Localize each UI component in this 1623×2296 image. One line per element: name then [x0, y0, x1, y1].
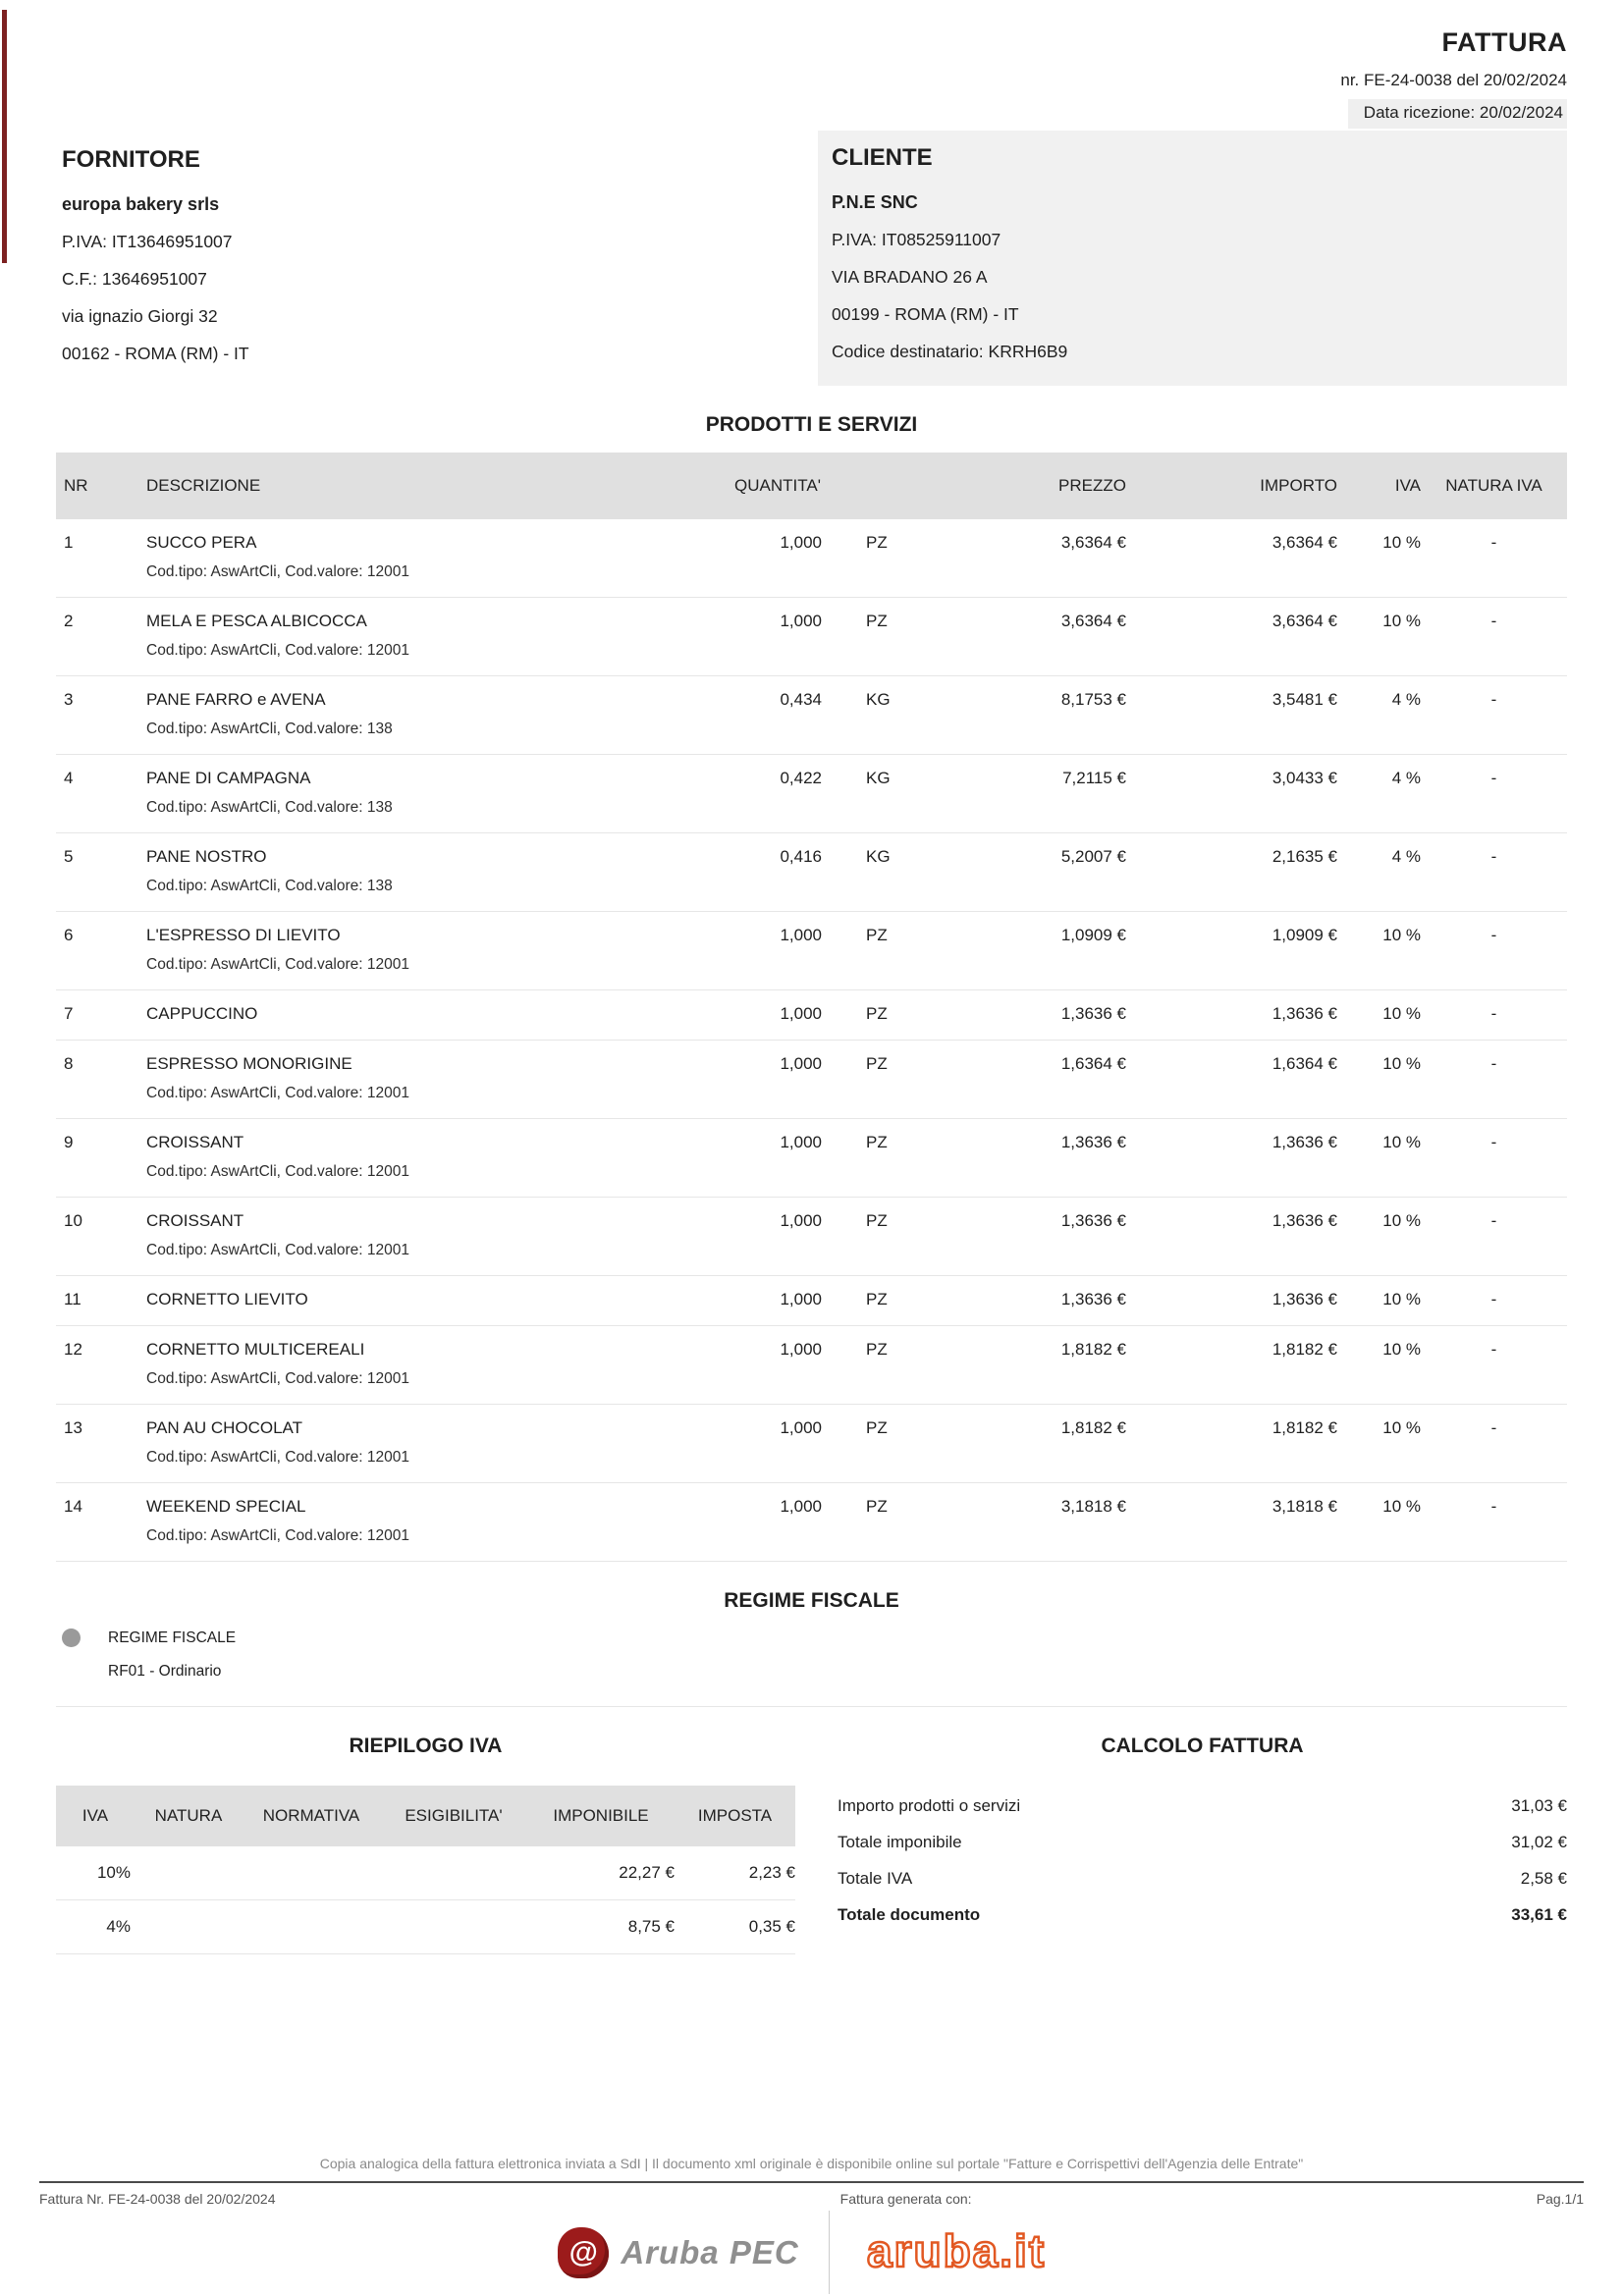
logo-separator — [829, 2211, 830, 2294]
scan-edge-mark — [2, 10, 7, 263]
row-price: 3,1818 € — [1060, 1497, 1126, 1516]
row-description: PAN AU CHOCOLAT — [146, 1418, 303, 1437]
vat-normativa — [243, 1863, 380, 1883]
row-description: CROISSANT — [146, 1133, 244, 1151]
row-quantity: 1,000 — [780, 1054, 822, 1073]
row-amount: 1,3636 € — [1271, 1133, 1337, 1151]
product-row — [56, 912, 1567, 990]
row-price: 1,3636 € — [1060, 1004, 1126, 1023]
row-vat-nature: - — [1490, 1497, 1497, 1516]
aruba-it-logo — [859, 2217, 1065, 2288]
product-row — [56, 1276, 1567, 1326]
row-nr: 7 — [64, 1004, 74, 1023]
row-unit: PZ — [866, 533, 888, 552]
row-amount: 3,5481 € — [1271, 690, 1337, 709]
vat-esigibilita — [380, 1917, 527, 1937]
vat-row — [56, 1900, 795, 1954]
regime-value: RF01 - Ordinario — [108, 1663, 222, 1680]
row-vat-nature: - — [1490, 1133, 1497, 1151]
row-amount: 1,3636 € — [1271, 1290, 1337, 1308]
supplier-piva: P.IVA: IT13646951007 — [62, 232, 233, 251]
col-header-natura-iva: NATURA IVA — [1445, 476, 1542, 495]
row-nr: 9 — [64, 1133, 74, 1151]
customer-sdi-code: Codice destinatario: KRRH6B9 — [832, 342, 1068, 361]
row-quantity: 1,000 — [780, 1133, 822, 1151]
row-description: WEEKEND SPECIAL — [146, 1497, 306, 1516]
at-sign-icon: @ — [568, 2235, 598, 2269]
col-header-prezzo: PREZZO — [1058, 476, 1126, 495]
row-vat-rate: 4 % — [1391, 769, 1421, 787]
row-vat-nature: - — [1490, 1290, 1497, 1308]
row-nr: 13 — [64, 1418, 82, 1437]
col-header-descrizione: DESCRIZIONE — [146, 476, 261, 495]
page-number: Pag.1/1 — [1536, 2191, 1584, 2207]
customer-piva: P.IVA: IT08525911007 — [832, 230, 1001, 249]
row-description: PANE NOSTRO — [146, 847, 267, 866]
vat-summary-title: RIEPILOGO IVA — [349, 1735, 503, 1757]
row-code-line: Cod.tipo: AswArtCli, Cod.valore: 12001 — [146, 563, 409, 580]
footer-info-row — [0, 2183, 1623, 2207]
col-header-quantita: QUANTITA' — [734, 476, 821, 495]
page-footer — [0, 2156, 1623, 2294]
col-header-importo: IMPORTO — [1260, 476, 1337, 495]
row-price: 1,3636 € — [1060, 1290, 1126, 1308]
row-unit: KG — [866, 769, 891, 787]
row-amount: 2,1635 € — [1271, 847, 1337, 866]
row-unit: PZ — [866, 1133, 888, 1151]
row-description: L'ESPRESSO DI LIEVITO — [146, 926, 341, 944]
row-vat-nature: - — [1490, 690, 1497, 709]
row-vat-rate: 10 % — [1382, 533, 1421, 552]
row-unit: PZ — [866, 1004, 888, 1023]
customer-name: P.N.E SNC — [832, 192, 918, 212]
row-quantity: 1,000 — [780, 1497, 822, 1516]
row-description: CAPPUCCINO — [146, 1004, 258, 1023]
row-amount: 1,8182 € — [1271, 1340, 1337, 1359]
products-table-header — [56, 453, 1567, 519]
vat-col-natura: NATURA — [154, 1806, 223, 1825]
regime-item — [56, 1629, 1567, 1647]
vat-rate: 4% — [106, 1917, 131, 1936]
row-vat-rate: 10 % — [1382, 1340, 1421, 1359]
row-code-line: Cod.tipo: AswArtCli, Cod.valore: 12001 — [146, 1242, 409, 1258]
row-vat-rate: 10 % — [1382, 1418, 1421, 1437]
row-price: 1,3636 € — [1060, 1211, 1126, 1230]
row-amount: 1,3636 € — [1271, 1211, 1337, 1230]
row-vat-rate: 10 % — [1382, 1290, 1421, 1308]
row-code-line: Cod.tipo: AswArtCli, Cod.valore: 12001 — [146, 1449, 409, 1466]
row-vat-nature: - — [1490, 926, 1497, 944]
vat-imponibile: 22,27 € — [619, 1863, 675, 1882]
document-header — [56, 0, 1567, 129]
row-vat-rate: 10 % — [1382, 1133, 1421, 1151]
vat-col-normativa: NORMATIVA — [262, 1806, 360, 1825]
vat-summary-block — [56, 1735, 795, 1954]
col-header-nr: NR — [64, 476, 88, 495]
bullet-icon — [62, 1629, 81, 1647]
row-nr: 12 — [64, 1340, 82, 1359]
supplier-heading: FORNITORE — [62, 146, 200, 173]
document-title: FATTURA — [1441, 27, 1567, 57]
vat-normativa — [243, 1917, 380, 1937]
customer-block — [818, 131, 1567, 386]
row-description: PANE FARRO e AVENA — [146, 690, 326, 709]
row-quantity: 0,416 — [780, 847, 822, 866]
row-price: 8,1753 € — [1060, 690, 1126, 709]
totals-row — [838, 1824, 1567, 1860]
summary-section — [56, 1735, 1567, 1954]
row-code-line: Cod.tipo: AswArtCli, Cod.valore: 138 — [146, 799, 393, 816]
row-quantity: 1,000 — [780, 1211, 822, 1230]
totals-label: Totale IVA — [838, 1869, 913, 1888]
row-price: 1,8182 € — [1060, 1418, 1126, 1437]
col-header-iva: IVA — [1394, 476, 1421, 495]
row-price: 5,2007 € — [1060, 847, 1126, 866]
totals-label: Importo prodotti o servizi — [838, 1796, 1021, 1815]
row-code-line: Cod.tipo: AswArtCli, Cod.valore: 12001 — [146, 956, 409, 973]
vat-esigibilita — [380, 1863, 527, 1883]
row-quantity: 0,434 — [780, 690, 822, 709]
totals-value: 31,02 € — [1511, 1833, 1567, 1851]
vat-col-iva: IVA — [81, 1806, 109, 1825]
product-row — [56, 1198, 1567, 1276]
regime-label: REGIME FISCALE — [108, 1629, 237, 1646]
vat-natura — [135, 1863, 243, 1883]
product-row — [56, 833, 1567, 912]
row-vat-nature: - — [1490, 847, 1497, 866]
row-vat-nature: - — [1490, 1211, 1497, 1230]
row-quantity: 1,000 — [780, 1418, 822, 1437]
row-code-line: Cod.tipo: AswArtCli, Cod.valore: 138 — [146, 721, 393, 737]
row-amount: 1,0909 € — [1271, 926, 1337, 944]
row-price: 3,6364 € — [1060, 533, 1126, 552]
row-nr: 4 — [64, 769, 74, 787]
row-description: MELA E PESCA ALBICOCCA — [146, 612, 367, 630]
product-row — [56, 1405, 1567, 1483]
row-price: 7,2115 € — [1062, 769, 1126, 787]
totals-value: 2,58 € — [1520, 1869, 1567, 1888]
aruba-pec-rose-icon — [558, 2227, 609, 2278]
product-row — [56, 519, 1567, 598]
regime-section — [56, 1589, 1567, 1707]
vat-imposta: 2,23 € — [748, 1863, 795, 1882]
parties-section — [56, 131, 1567, 386]
vat-col-imponibile: IMPONIBILE — [553, 1806, 649, 1825]
row-price: 1,3636 € — [1060, 1133, 1126, 1151]
totals-row — [838, 1860, 1567, 1896]
row-description: CROISSANT — [146, 1211, 244, 1230]
row-vat-rate: 10 % — [1382, 1497, 1421, 1516]
row-unit: PZ — [866, 926, 888, 944]
totals-row — [838, 1788, 1567, 1824]
footer-logos — [0, 2211, 1623, 2294]
row-vat-rate: 10 % — [1382, 1211, 1421, 1230]
products-section-title: PRODOTTI E SERVIZI — [705, 413, 918, 436]
customer-address: VIA BRADANO 26 A — [832, 267, 988, 287]
aruba-it-logo-text: aruba.it — [866, 2224, 1046, 2276]
row-vat-rate: 10 % — [1382, 1054, 1421, 1073]
row-unit: PZ — [866, 612, 888, 630]
row-vat-nature: - — [1490, 1004, 1497, 1023]
row-amount: 3,6364 € — [1271, 612, 1337, 630]
row-amount: 1,8182 € — [1271, 1418, 1337, 1437]
row-quantity: 1,000 — [780, 926, 822, 944]
row-unit: PZ — [866, 1418, 888, 1437]
row-vat-rate: 4 % — [1391, 690, 1421, 709]
row-vat-rate: 10 % — [1382, 612, 1421, 630]
supplier-cf: C.F.: 13646951007 — [62, 269, 207, 289]
vat-rate: 10% — [96, 1863, 131, 1882]
row-vat-nature: - — [1490, 612, 1497, 630]
row-amount: 1,6364 € — [1271, 1054, 1337, 1073]
vat-natura — [135, 1917, 243, 1937]
row-unit: KG — [866, 690, 891, 709]
vat-imposta: 0,35 € — [748, 1917, 795, 1936]
row-vat-nature: - — [1490, 1418, 1497, 1437]
row-vat-rate: 10 % — [1382, 1004, 1421, 1023]
row-nr: 2 — [64, 612, 74, 630]
vat-imponibile: 8,75 € — [627, 1917, 675, 1936]
product-row — [56, 990, 1567, 1041]
row-quantity: 1,000 — [780, 612, 822, 630]
row-nr: 3 — [64, 690, 74, 709]
row-vat-nature: - — [1490, 769, 1497, 787]
invoice-totals-block — [838, 1735, 1567, 1954]
product-row — [56, 755, 1567, 833]
row-code-line: Cod.tipo: AswArtCli, Cod.valore: 12001 — [146, 1085, 409, 1101]
products-table-body — [56, 519, 1567, 1562]
legal-note: Copia analogica della fattura elettronica inviata a SdI | Il documento xml originale è disponibile online sul portale "Fatture e Corrispettivi dell'Agenzia delle Entrate" — [319, 2156, 1304, 2171]
row-quantity: 0,422 — [780, 769, 822, 787]
customer-heading: CLIENTE — [832, 144, 933, 171]
row-vat-nature: - — [1490, 1054, 1497, 1073]
row-amount: 3,6364 € — [1271, 533, 1337, 552]
product-row — [56, 1326, 1567, 1405]
supplier-block — [56, 131, 523, 386]
row-quantity: 1,000 — [780, 533, 822, 552]
row-unit: PZ — [866, 1211, 888, 1230]
invoice-number-line: nr. FE-24-0038 del 20/02/2024 — [1340, 71, 1567, 89]
row-unit: PZ — [866, 1497, 888, 1516]
footer-generated-with: Fattura generata con: — [839, 2191, 972, 2207]
reception-date-line: Data ricezione: 20/02/2024 — [1348, 99, 1567, 129]
vat-summary-table — [56, 1786, 795, 1954]
row-vat-rate: 4 % — [1391, 847, 1421, 866]
row-code-line: Cod.tipo: AswArtCli, Cod.valore: 12001 — [146, 1370, 409, 1387]
aruba-pec-logo — [558, 2227, 798, 2278]
aruba-pec-logo-text: Aruba PEC — [621, 2233, 799, 2270]
totals-row-grand-total — [838, 1896, 1567, 1933]
totals-value: 31,03 € — [1511, 1796, 1567, 1815]
row-amount: 1,3636 € — [1271, 1004, 1337, 1023]
row-unit: PZ — [866, 1340, 888, 1359]
totals-value: 33,61 € — [1511, 1905, 1567, 1924]
row-unit: PZ — [866, 1290, 888, 1308]
row-nr: 5 — [64, 847, 74, 866]
supplier-name: europa bakery srls — [62, 194, 220, 214]
totals-rows — [838, 1788, 1567, 1933]
row-vat-nature: - — [1490, 1340, 1497, 1359]
footer-invoice-ref: Fattura Nr. FE-24-0038 del 20/02/2024 — [39, 2191, 276, 2207]
row-code-line: Cod.tipo: AswArtCli, Cod.valore: 12001 — [146, 1527, 409, 1544]
row-quantity: 1,000 — [780, 1004, 822, 1023]
row-quantity: 1,000 — [780, 1290, 822, 1308]
totals-label: Totale imponibile — [838, 1833, 962, 1851]
row-description: PANE DI CAMPAGNA — [146, 769, 311, 787]
row-price: 1,8182 € — [1060, 1340, 1126, 1359]
row-price: 1,6364 € — [1060, 1054, 1126, 1073]
row-code-line: Cod.tipo: AswArtCli, Cod.valore: 138 — [146, 878, 393, 894]
row-nr: 11 — [64, 1290, 81, 1308]
row-nr: 14 — [64, 1497, 82, 1516]
row-unit: KG — [866, 847, 891, 866]
row-nr: 10 — [64, 1211, 82, 1230]
product-row — [56, 1483, 1567, 1562]
row-code-line: Cod.tipo: AswArtCli, Cod.valore: 12001 — [146, 1163, 409, 1180]
row-description: ESPRESSO MONORIGINE — [146, 1054, 352, 1073]
totals-title: CALCOLO FATTURA — [1101, 1735, 1304, 1757]
vat-table-header — [56, 1786, 795, 1846]
totals-label: Totale documento — [838, 1905, 981, 1924]
vat-col-imposta: IMPOSTA — [697, 1806, 773, 1825]
row-price: 3,6364 € — [1060, 612, 1126, 630]
row-quantity: 1,000 — [780, 1340, 822, 1359]
vat-col-esigibilita: ESIGIBILITA' — [405, 1806, 503, 1825]
row-nr: 8 — [64, 1054, 74, 1073]
supplier-city: 00162 - ROMA (RM) - IT — [62, 344, 249, 363]
vat-row — [56, 1846, 795, 1900]
product-row — [56, 1119, 1567, 1198]
row-amount: 3,1818 € — [1271, 1497, 1337, 1516]
row-price: 1,0909 € — [1060, 926, 1126, 944]
row-description: CORNETTO MULTICEREALI — [146, 1340, 365, 1359]
row-vat-rate: 10 % — [1382, 926, 1421, 944]
regime-section-title: REGIME FISCALE — [724, 1589, 899, 1612]
row-description: CORNETTO LIEVITO — [146, 1290, 308, 1308]
row-vat-nature: - — [1490, 533, 1497, 552]
customer-city: 00199 - ROMA (RM) - IT — [832, 304, 1019, 324]
row-amount: 3,0433 € — [1271, 769, 1337, 787]
row-code-line: Cod.tipo: AswArtCli, Cod.valore: 12001 — [146, 642, 409, 659]
product-row — [56, 1041, 1567, 1119]
supplier-address: via ignazio Giorgi 32 — [62, 306, 218, 326]
row-nr: 6 — [64, 926, 74, 944]
row-unit: PZ — [866, 1054, 888, 1073]
product-row — [56, 676, 1567, 755]
row-description: SUCCO PERA — [146, 533, 257, 552]
product-row — [56, 598, 1567, 676]
row-nr: 1 — [64, 533, 74, 552]
